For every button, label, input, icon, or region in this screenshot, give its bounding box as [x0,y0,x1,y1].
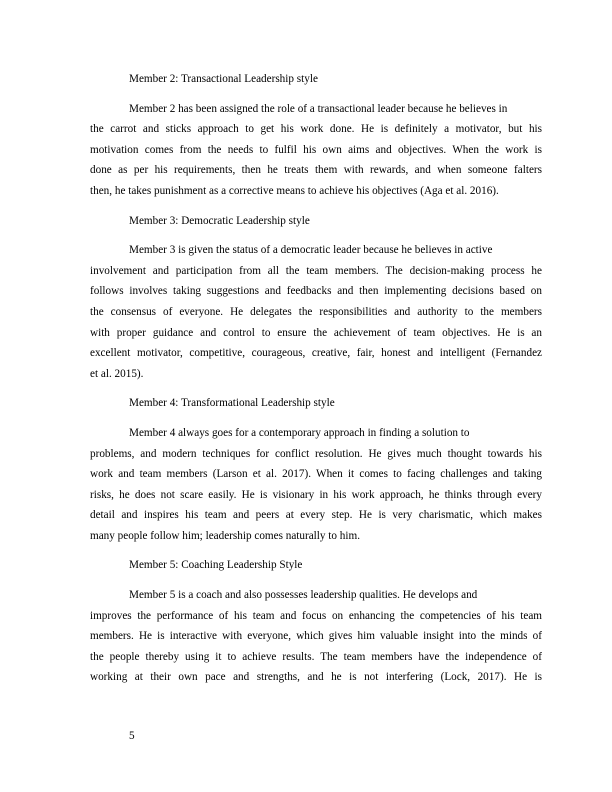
text-line: the people thereby using it to achieve results. The team members have the independence of [90,650,542,663]
text-line: excellent motivator, competitive, courageous, creative, fair, honest and intelligent (Fernandez [90,347,542,360]
document-body [90,69,542,697]
text-line: Member 3 is given the status of a democratic leader because he believes in active [129,244,493,257]
text-line: motivation comes from the needs to fulfil his own aims and objectives. When the work is [90,143,542,156]
paragraph-member-3 [90,240,542,384]
text-line: et al. 2015). [90,367,144,380]
text-line: detail and inspires his team and peers at every step. He is very charismatic, which makes [90,509,542,522]
text-line: improves the performance of his team and focus on enhancing the competencies of his team [90,609,542,622]
text-line: follows involves taking suggestions and feedbacks and then implementing decisions based on [90,285,542,298]
section-heading-member-2: Member 2: Transactional Leadership style [129,73,318,85]
text-line: with proper guidance and control to ensure the achievement of team objectives. He is an [90,326,542,339]
paragraph-member-4 [90,423,542,547]
text-line: problems, and modern techniques for conflict resolution. He gives much thought towards his [90,447,542,460]
page-number: 5 [129,730,135,742]
section-heading-member-3: Member 3: Democratic Leadership style [129,214,310,227]
text-line: members. He is interactive with everyone, which gives him valuable insight into the minds of [90,630,542,643]
text-line: working at their own pace and strengths, and he is not interfering (Lock, 2017). He is [90,671,542,684]
text-line: done as per his requirements, then he treats them with rewards, and when someone falters [90,164,542,177]
section-heading-member-4: Member 4: Transformational Leadership style [129,397,335,410]
text-line: Member 5 is a coach and also possesses leadership qualities. He develops and [129,589,478,602]
text-line: involvement and participation from all the team members. The decision-making process he [90,264,542,277]
paragraph-member-2 [90,99,542,202]
text-line: the carrot and sticks approach to get his work done. He is definitely a motivator, but his [90,123,542,136]
paragraph-member-5 [90,585,542,688]
text-line: Member 2 has been assigned the role of a transactional leader because he believes in [129,102,508,115]
text-line: Member 4 always goes for a contemporary approach in finding a solution to [129,426,470,439]
text-line: work and team members (Larson et al. 2017). When it comes to facing challenges and taking [90,468,542,481]
section-heading-member-5: Member 5: Coaching Leadership Style [129,559,303,572]
text-line: risks, he does not scare easily. He is visionary in his work approach, he thinks through every [90,488,542,501]
text-line: then, he takes punishment as a corrective means to achieve his objectives (Aga et al. 2016). [90,184,499,197]
text-line: many people follow him; leadership comes naturally to him. [90,529,360,542]
text-line: the consensus of everyone. He delegates the responsibilities and authority to the members [90,305,542,318]
